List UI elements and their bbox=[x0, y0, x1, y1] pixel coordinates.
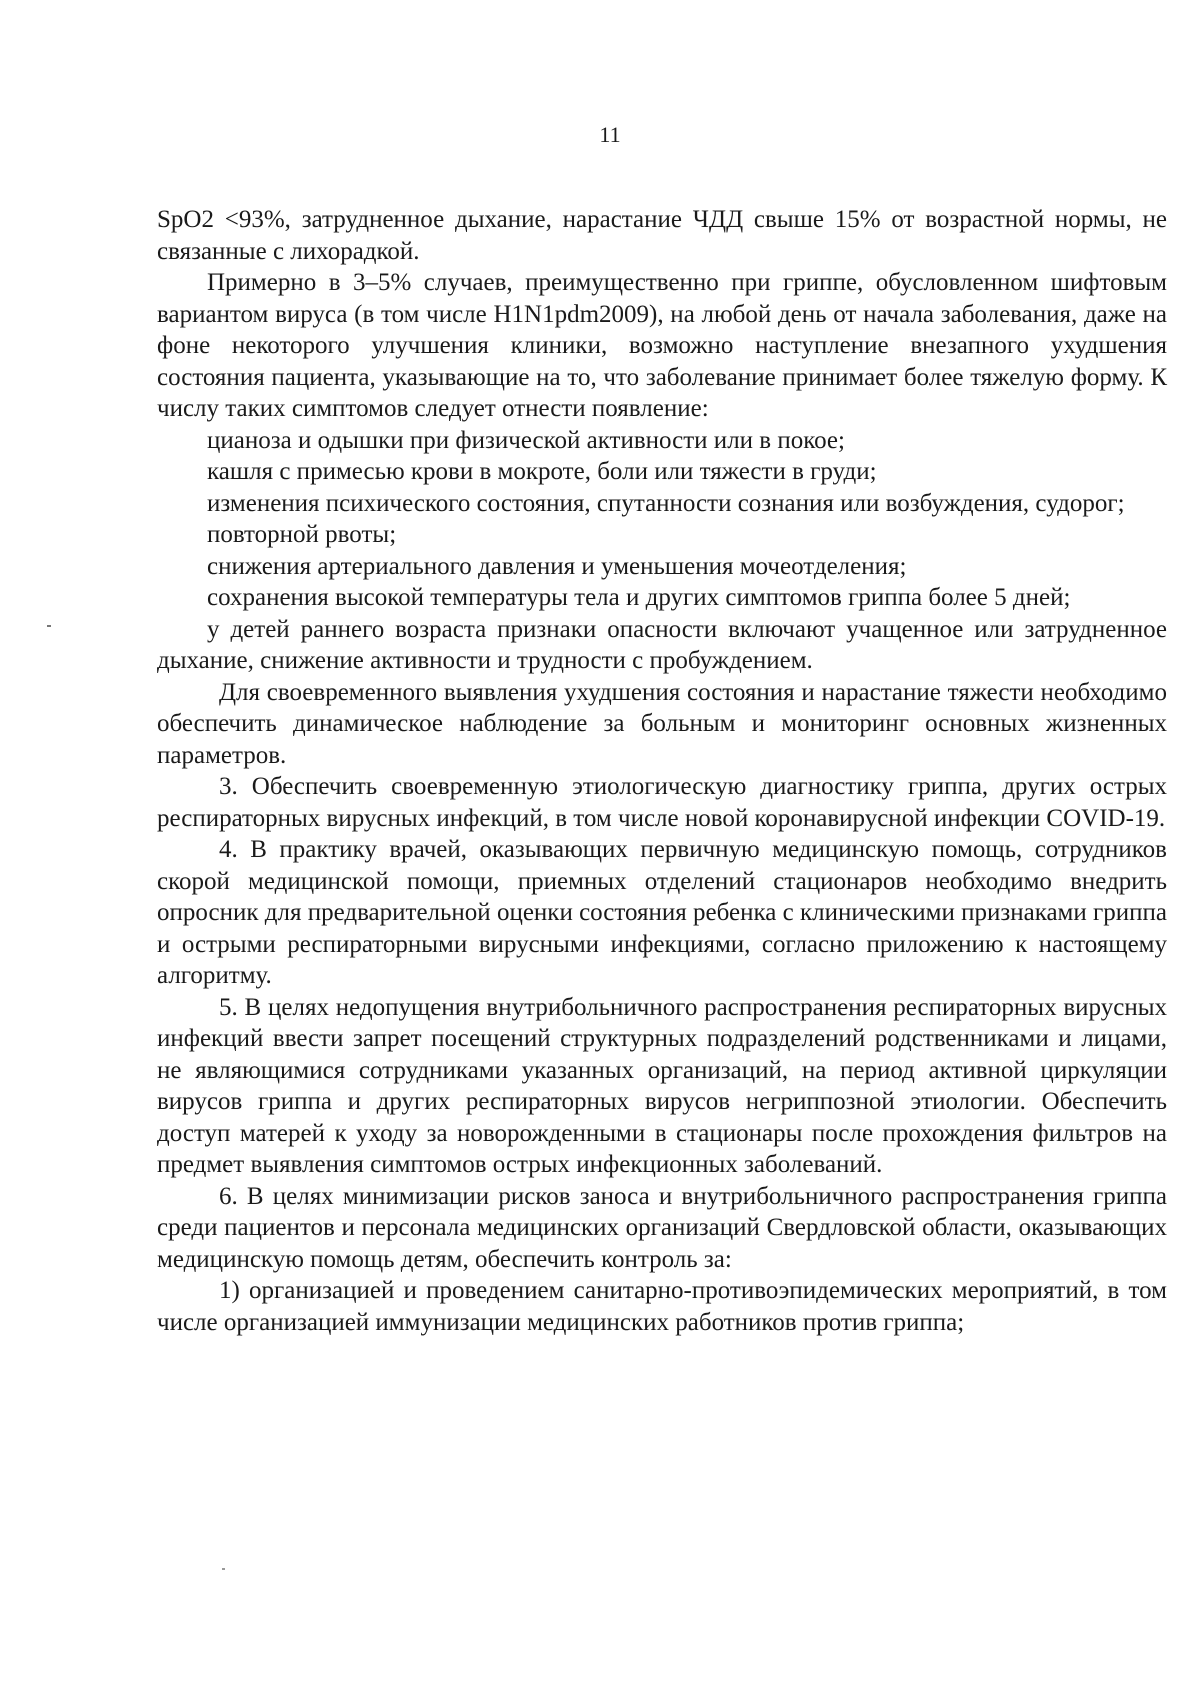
numbered-subparagraph: 1) организацией и проведением санитарно-противоэпидемических мероприятий, в том числе организацией иммунизации медицинских работников против гриппа; bbox=[157, 1277, 1167, 1336]
paragraph: SpO2 <93%, затрудненное дыхание, нарастание ЧДД свыше 15% от возрастной нормы, не связанные с лихорадкой. bbox=[157, 206, 1167, 265]
list-item: цианоза и одышки при физической активности или в покое; bbox=[207, 426, 845, 454]
list-item: снижения артериального давления и уменьшения мочеотделения; bbox=[207, 552, 907, 580]
document-body bbox=[157, 204, 1167, 1338]
page-number: 11 bbox=[599, 122, 621, 147]
list-item: сохранения высокой температуры тела и других симптомов гриппа более 5 дней; bbox=[207, 584, 1071, 611]
scan-artifact bbox=[222, 1568, 225, 1570]
paragraph: Примерно в 3–5% случаев, преимущественно при гриппе, обусловленном шифтовым вариантом вируса (в том числе H1N1pdm2009), на любой день от начала заболевания, даже на фоне некоторого улучшения клиники, возможно наступление внезапного ухудшения состояния пациента, указывающие на то, что заболевание принимает более тяжелую форму. К числу таких симптомов следует отнести появление: bbox=[157, 269, 1167, 422]
list-item: изменения психического состояния, спутанности сознания или возбуждения, судорог; bbox=[207, 489, 1125, 517]
numbered-paragraph: 4. В практику врачей, оказывающих первичную медицинскую помощь, сотрудников скорой медицинской помощи, приемных отделений стационаров необходимо внедрить опросник для предварительной оценки состояния ребенка с клиническими признаками гриппа и острыми респираторными вирусными инфекциями, согласно приложению к настоящему алгоритму. bbox=[157, 836, 1167, 989]
list-item: повторной рвоты; bbox=[207, 521, 397, 548]
numbered-paragraph: 6. В целях минимизации рисков заноса и внутрибольничного распространения гриппа среди пациентов и персонала медицинских организаций Свердловской области, оказывающих медицинскую помощь детям, обеспечить контроль за: bbox=[157, 1182, 1167, 1273]
list-item: у детей раннего возраста признаки опасности включают учащенное или затрудненное дыхание, снижение активности и трудности с пробуждением. bbox=[157, 615, 1167, 674]
paragraph: Для своевременного выявления ухудшения состояния и нарастание тяжести необходимо обеспечить динамическое наблюдение за больным и мониторинг основных жизненных параметров. bbox=[157, 678, 1167, 769]
scan-artifact bbox=[47, 625, 51, 627]
list-item: кашля с примесью крови в мокроте, боли или тяжести в груди; bbox=[207, 458, 877, 485]
numbered-paragraph: 5. В целях недопущения внутрибольничного распространения респираторных вирусных инфекций ввести запрет посещений структурных подразделений родственниками и лицами, не являющимися сотрудниками указанных организаций, на период активной циркуляции вирусов гриппа и других респираторных вирусов негриппозной этиологии. Обеспечить доступ матерей к уходу за новорожденными в стационары после прохождения фильтров на предмет выявления симптомов острых инфекционных заболеваний. bbox=[157, 993, 1167, 1178]
numbered-paragraph: 3. Обеспечить своевременную этиологическую диагностику гриппа, других острых респираторных вирусных инфекций, в том числе новой коронавирусной инфекции COVID-19. bbox=[157, 773, 1167, 832]
